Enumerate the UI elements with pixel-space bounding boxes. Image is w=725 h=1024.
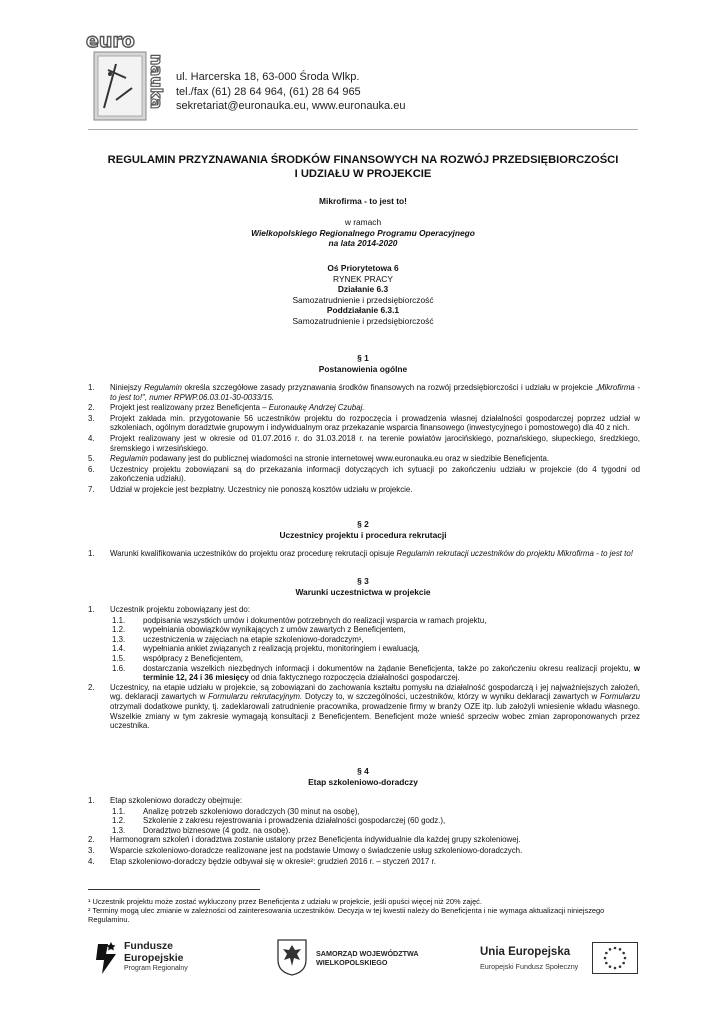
eu-star: [622, 952, 625, 955]
item-text: Harmonogram szkoleń i doradztwa zostanie ustalony przez Beneficjenta indywidualnie dla każdej grupy szkoleniowej.: [110, 835, 521, 845]
framework-intro: w ramach: [344, 217, 382, 227]
framework-block: [88, 217, 638, 249]
sub-number: 1.3.: [112, 825, 126, 835]
eu-star: [614, 967, 617, 970]
sub-item: [88, 616, 640, 626]
item-number: 2.: [88, 682, 95, 692]
footnote-1: ¹ Uczestnik projektu może zostać wykluczony przez Beneficjenta z udziału w projekcie, jeśli opuści więcej niż 20% zajęć.: [88, 897, 482, 906]
section-title: Warunki uczestnictwa w projekcie: [295, 587, 431, 597]
address-line: ul. Harcerska 18, 63-000 Środa Wlkp.: [176, 71, 360, 83]
item-number: 1.: [88, 549, 95, 558]
eu-star: [619, 965, 622, 968]
list-item: [88, 605, 640, 615]
item-text-italic: Regulamin rekrutacji uczestników do projektu Mikrofirma - to jest to!: [396, 549, 633, 558]
item-text-italic: Regulamin: [110, 454, 148, 464]
eu-flag-icon: [592, 942, 638, 974]
sub-text: wypełniania ankiet związanych z realizacją projektu, monitoringiem i ewaluacją,: [143, 644, 420, 654]
sub-text: współpracy z Beneficjentem,: [143, 653, 243, 663]
section-sign: § 4: [357, 766, 369, 776]
title-line-2: I UDZIAŁU W PROJEKCIE: [294, 168, 432, 180]
sub-number: 1.1.: [112, 806, 126, 816]
ue-fund: Europejski Fundusz Społeczny: [480, 962, 579, 971]
eu-star: [624, 957, 627, 960]
sub-number: 1.3.: [112, 634, 126, 644]
item-text: określa szczegółowe zasady przyznawania środków finansowych na rozwój przedsiębiorczości i udziału w projekcie „: [181, 383, 598, 392]
sub-text: Szkolenie z zakresu rejestrowania i prowadzenia działalności gospodarczej (60 godz.),: [143, 816, 446, 826]
item-number: 5.: [88, 454, 95, 464]
sub-number: 1.1.: [112, 615, 126, 625]
section-3-heading: [88, 576, 638, 598]
item-text: Niniejszy: [110, 383, 145, 392]
sub-item: [88, 654, 640, 664]
item-number: 1.: [88, 605, 95, 614]
list-item: [88, 857, 640, 867]
item-text: Etap szkoleniowo-doradczy będzie odbywał się w okresie²: grudzień 2016 r. – styczeń 2017 r.: [110, 856, 436, 866]
eu-star: [605, 962, 608, 965]
sub-text: podpisania wszystkich umów i dokumentów potrzebnych do realizacji wsparcia w ramach projektu,: [143, 615, 487, 625]
item-text: Projekt jest realizowany przez Beneficjenta –: [110, 403, 269, 413]
item-text: Wsparcie szkoleniowo-doradcze realizowane jest na podstawie Umowy o świadczenie usług szkoleniowo-doradczych.: [110, 845, 523, 855]
item-text: Uczestnik projektu zobowiązany jest do:: [110, 605, 250, 614]
item-text: podawany jest do publicznej wiadomości na stronie internetowej www.euronauka.eu oraz w siedzibie Beneficjenta.: [147, 454, 550, 464]
item-text: otrzymali dodatkowe punkty, tj. zadeklarowali zatrudnienie pracownika, prowadzenie firmy w branży OZE itp. lub założyli wniesienie wkładu własnego. Wszelkie zmiany w tym zakresie wymagają konsultacji z Beneficjentem. Beneficjent może wnieść sprzeciw wobec zmian zaproponowanych przez uczestnika.: [110, 701, 640, 731]
eu-star: [605, 952, 608, 955]
sub-item: [88, 664, 640, 683]
item-text-italic: Regulamin: [144, 383, 182, 392]
item-number: 1.: [88, 383, 95, 392]
sub-number: 1.5.: [112, 653, 126, 663]
priority-axis: Oś Priorytetowa 6: [327, 263, 399, 273]
measure-desc: Samozatrudnienie i przedsiębiorczość: [292, 294, 434, 305]
fe-line-1: Fundusze: [124, 940, 173, 952]
item-number: 1.: [88, 796, 95, 805]
item-text: Projekt realizowany jest w okresie od 01.07.2016 r. do 31.03.2018 r. na terenie powiatów jarocińskiego, poznańskiego, słupeckiego, średzkiego, śremskiego i wrzesińskiego.: [110, 433, 640, 453]
eu-star: [614, 947, 617, 950]
logo-euro-text: euro: [86, 30, 135, 52]
fe-line-2: Europejskie: [124, 952, 184, 964]
sub-list: [88, 807, 640, 836]
list-item: [88, 683, 640, 731]
sub-number: 1.2.: [112, 816, 126, 826]
sub-text: dostarczania wszelkich niezbędnych informacji i dokumentów na żądanie Beneficjenta, także po zakończeniu okresu realizacji projektu,: [143, 663, 634, 673]
eu-star: [604, 957, 607, 960]
item-number: 4.: [88, 856, 95, 866]
fundusze-europejskie-logo: [94, 938, 214, 978]
section-2-heading: [88, 519, 638, 541]
item-number: 2.: [88, 403, 95, 413]
sub-text: Analizę potrzeb szkoleniowo doradczych (30 minut na osobę),: [143, 806, 360, 816]
sam-line-1: SAMORZĄD WOJEWÓDZTWA: [316, 949, 419, 958]
section-title: Postanowienia ogólne: [318, 364, 408, 374]
sub-text: od dnia faktycznego rozpoczęcia działalności gospodarczej.: [248, 673, 460, 683]
list-item: [88, 846, 640, 856]
axis-block: [88, 263, 638, 327]
list-item: [88, 485, 640, 495]
section-sign: § 3: [357, 576, 369, 586]
sub-item: [88, 635, 640, 645]
item-text-italic: Formularzu: [600, 692, 640, 702]
unia-europejska-logo: [480, 938, 640, 978]
section-sign: § 2: [357, 519, 369, 529]
header-divider: [88, 129, 638, 130]
title-line-1: REGULAMIN PRZYZNAWANIA ŚRODKÓW FINANSOWYCH NA ROZWÓJ PRZEDSIĘBIORCZOŚCI: [107, 154, 619, 166]
sub-list: [88, 616, 640, 664]
sub-item: [88, 644, 640, 654]
section-sign: § 1: [357, 353, 369, 363]
sub-text: Doradztwo biznesowe (4 godz. na osobę).: [143, 825, 291, 835]
section-2-list: [88, 549, 640, 560]
footnote-divider: [88, 889, 260, 890]
list-item: [88, 403, 640, 413]
item-number: 4.: [88, 433, 95, 443]
item-number: 6.: [88, 464, 95, 474]
item-number: 7.: [88, 484, 95, 494]
program-period: na lata 2014-2020: [328, 238, 398, 249]
section-4-list: [88, 796, 640, 867]
item-text-italic: Formularzu rekrutacyjnym.: [208, 692, 303, 702]
contact-block: [176, 70, 405, 114]
sub-item: [88, 625, 640, 635]
eagle-crest-icon: [276, 938, 308, 976]
item-text-italic: Euronaukę Andrzej Czubaj.: [268, 403, 365, 413]
eu-star: [609, 948, 612, 951]
item-list: [88, 835, 640, 866]
samorzad-logo: [276, 938, 436, 978]
item-text: Warunki kwalifikowania uczestników do projektu oraz procedurę rekrutacji opisuje: [110, 549, 397, 558]
sub-item: [88, 826, 640, 836]
sub-number: 1.6.: [112, 663, 126, 673]
sub-item: [88, 816, 640, 826]
submeasure-desc: Samozatrudnienie i przedsiębiorczość: [292, 315, 434, 326]
document-title: [88, 153, 638, 181]
section-4-heading: [88, 766, 638, 788]
email-line: sekretariat@euronauka.eu, www.euronauka.eu: [176, 100, 406, 112]
euronauka-logo: [86, 30, 166, 122]
section-1-list: [88, 383, 640, 496]
sam-line-2: WIELKOPOLSKIEGO: [316, 958, 388, 967]
section-title: Etap szkoleniowo-doradczy: [308, 777, 418, 787]
list-item: [88, 796, 640, 806]
sub-number: 1.2.: [112, 625, 126, 635]
sub-item: [88, 807, 640, 817]
list-item: [88, 835, 640, 845]
item-text: Projekt zakłada min. przygotowanie 56 uczestników projektu do rozpoczęcia i prowadzenia własnej działalności gospodarczej poprzez udział w szkoleniach, ogólnym doradztwie grupowym i indywidualnym oraz przekazanie wsparcia finansowego (inwestycyjnego i pomostowego) dla 40 z nich.: [110, 413, 640, 433]
list-item: [88, 383, 640, 402]
footnotes: [88, 897, 640, 924]
sub-text-bold: w terminie 12, 24 i 36 miesięcy: [143, 663, 640, 683]
item-number: 3.: [88, 845, 95, 855]
sub-text: uczestniczenia w zajęciach na etapie szkoleniowo-doradczym¹,: [143, 634, 364, 644]
section-title: Uczestnicy projektu i procedura rekrutacji: [279, 530, 447, 540]
logo-nauka-text: nauka: [147, 54, 166, 110]
eu-star: [619, 948, 622, 951]
eu-star: [609, 965, 612, 968]
item-number: 3.: [88, 413, 95, 423]
item-text: Dotyczy to, w szczególności, uczestników, którzy w wyniku deklaracji zawartych w: [302, 692, 601, 702]
sub-text: wypełniania obowiązków wynikających z umów zawartych z Beneficjentem,: [143, 625, 406, 635]
list-item: [88, 549, 640, 559]
item-text: Uczestnicy, na etapie udziału w projekcie, są zobowiązani do zachowania kształtu pomysłu na działalność gospodarczą i jej najważniejszych założeń, wg. deklaracji zawartych w: [110, 682, 640, 702]
labor-market: RYNEK PRACY: [333, 273, 393, 284]
ue-title: Unia Europejska: [480, 946, 571, 958]
list-item: [88, 454, 640, 464]
measure: Działanie 6.3: [337, 284, 389, 295]
list-item: [88, 434, 640, 453]
section-1-heading: [88, 353, 638, 375]
footnote-2: ² Terminy mogą ulec zmianie w zależności od zainteresowania uczestników. Decyzja w tej kwestii należy do Beneficjenta i nie wymaga aktualizacji niniejszego Regulaminu.: [88, 906, 605, 924]
section-3-list: [88, 605, 640, 732]
eu-star: [622, 962, 625, 965]
list-item: [88, 465, 640, 484]
item-number: 2.: [88, 835, 95, 845]
program-name: Wielkopolskiego Regionalnego Programu Operacyjnego: [251, 227, 475, 238]
item-text: Uczestnicy projektu zobowiązani są do przekazania informacji dotyczących ich sytuacji po zakończeniu udziału w projekcie (do 4 tygodni od zakończenia udziału).: [110, 464, 640, 484]
item-text-italic: Mikrofirma - to jest to!", numer RPWP.06.03.01-30-0033/15.: [110, 383, 641, 402]
submeasure: Poddziałanie 6.3.1: [326, 305, 400, 316]
project-name: Mikrofirma - to jest to!: [319, 196, 407, 206]
fe-star-icon: [94, 940, 120, 976]
item-text: Udział w projekcie jest bezpłatny. Uczestnicy nie ponoszą kosztów udziału w projekcie.: [110, 484, 413, 494]
list-item: [88, 414, 640, 433]
phone-line: tel./fax (61) 28 64 964, (61) 28 64 965: [176, 85, 361, 98]
item-text: Etap szkoleniowo doradczy obejmuje:: [110, 796, 243, 805]
fe-program: Program Regionalny: [124, 965, 188, 972]
sub-number: 1.4.: [112, 644, 126, 654]
